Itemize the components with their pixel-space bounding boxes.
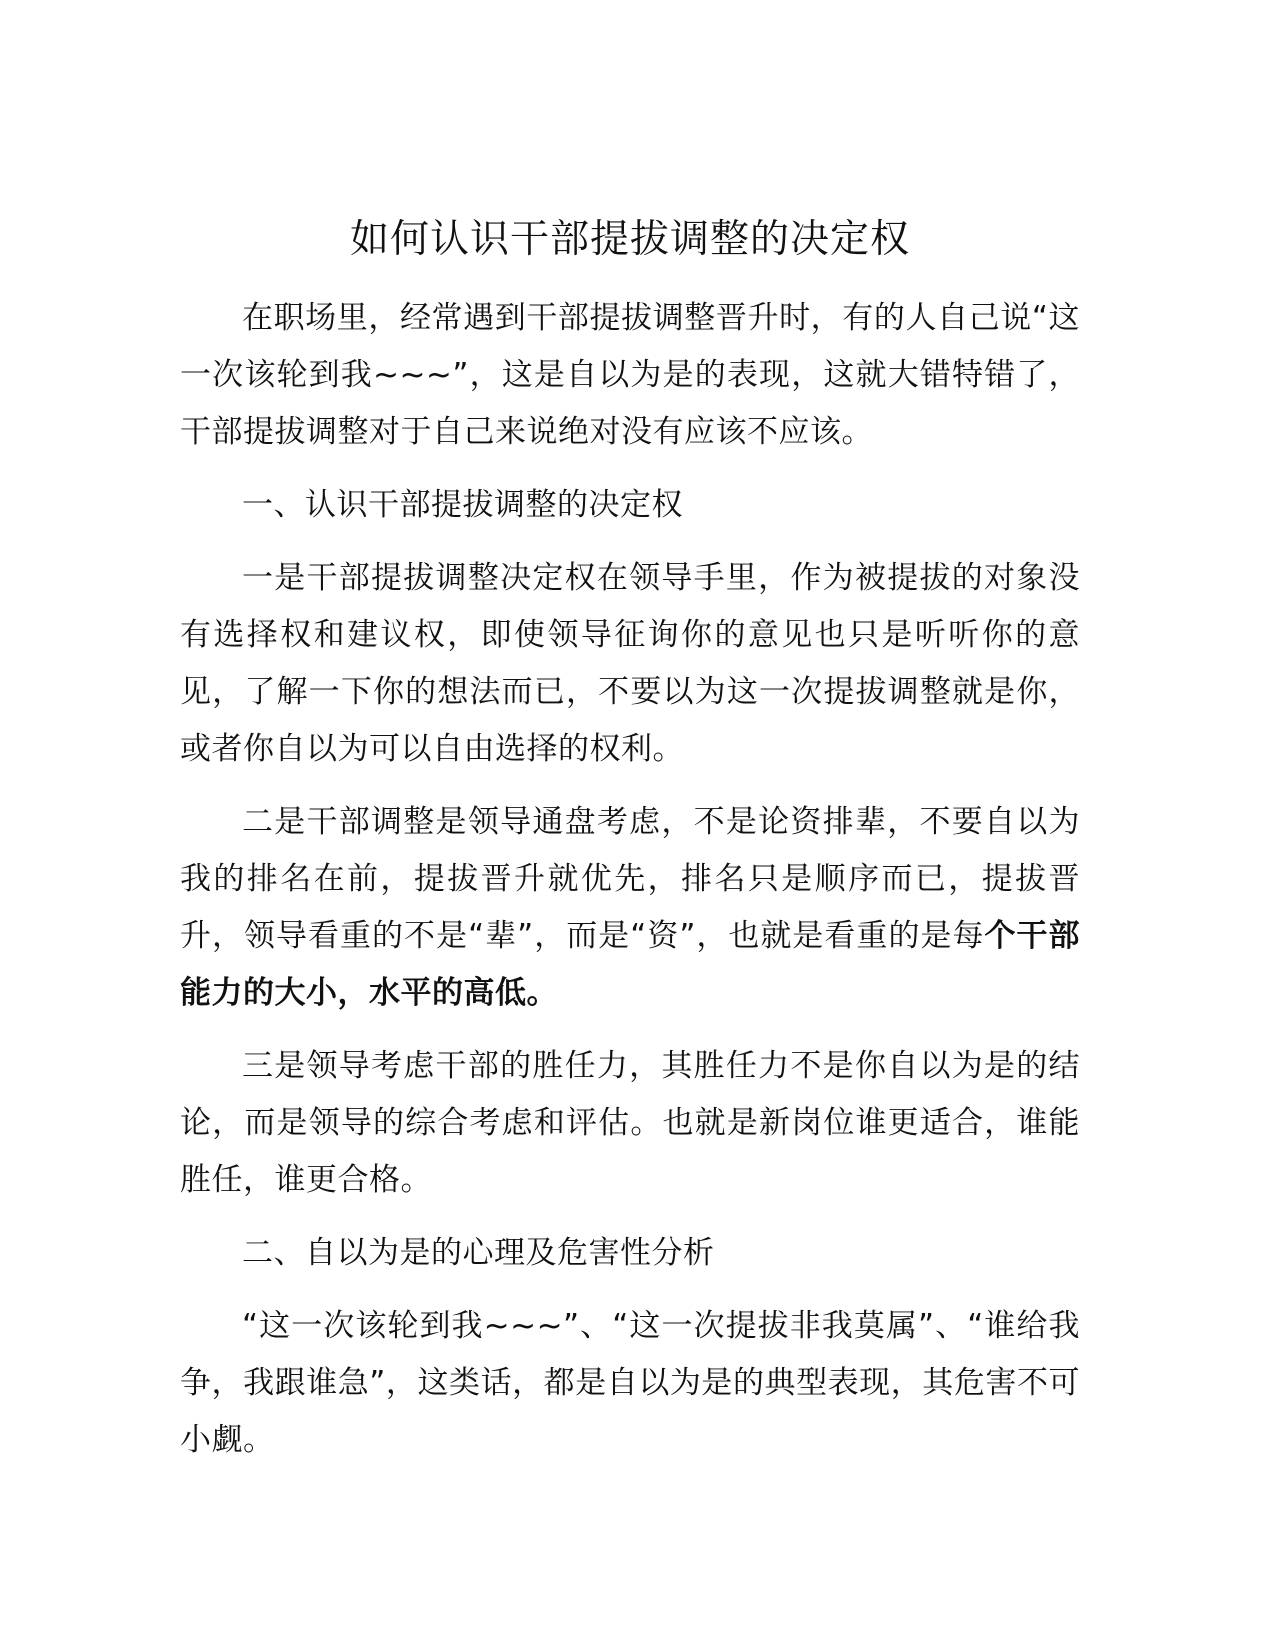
- section-heading-1: 一、认识干部提拔调整的决定权: [242, 487, 683, 523]
- document-title: 如何认识干部提拔调整的决定权: [349, 217, 910, 262]
- closing-paragraph: “这一次该轮到我~~~”、“这一次提拔非我莫属”、“谁给我争，我跟谁急”，这类话，都是自以为是的典型表现，其危害不可小觑。: [180, 1308, 1080, 1458]
- intro-paragraph: 在职场里，经常遇到干部提拔调整晋升时，有的人自己说“这一次该轮到我~~~”，这是自以为是的表现，这就大错特错了，干部提拔调整对于自己来说绝对没有应该不应该。: [180, 300, 1080, 450]
- document-page: [180, 212, 1080, 1485]
- point-2-text: 二是干部调整是领导通盘考虑，不是论资排辈，不要自以为我的排名在前，提拔晋升就优先，排名只是顺序而已，提拔晋升，领导看重的不是“辈”，而是“资”，也就是看重的是每: [180, 804, 1080, 954]
- point-3-paragraph: 三是领导考虑干部的胜任力，其胜任力不是你自以为是的结论，而是领导的综合考虑和评估。也就是新岗位谁更适合，谁能胜任，谁更合格。: [180, 1048, 1080, 1198]
- point-2-paragraph: [180, 794, 1080, 1022]
- section-heading-2: 二、自以为是的心理及危害性分析: [242, 1235, 715, 1271]
- point-2-bold-tail: 个干部能力的大小，水平的高低。: [180, 918, 1081, 1011]
- point-1-paragraph: 一是干部提拔调整决定权在领导手里，作为被提拔的对象没有选择权和建议权，即使领导征询你的意见也只是听听你的意见，了解一下你的想法而已，不要以为这一次提拔调整就是你，或者你自以为可以自由选择的权利。: [180, 560, 1080, 767]
